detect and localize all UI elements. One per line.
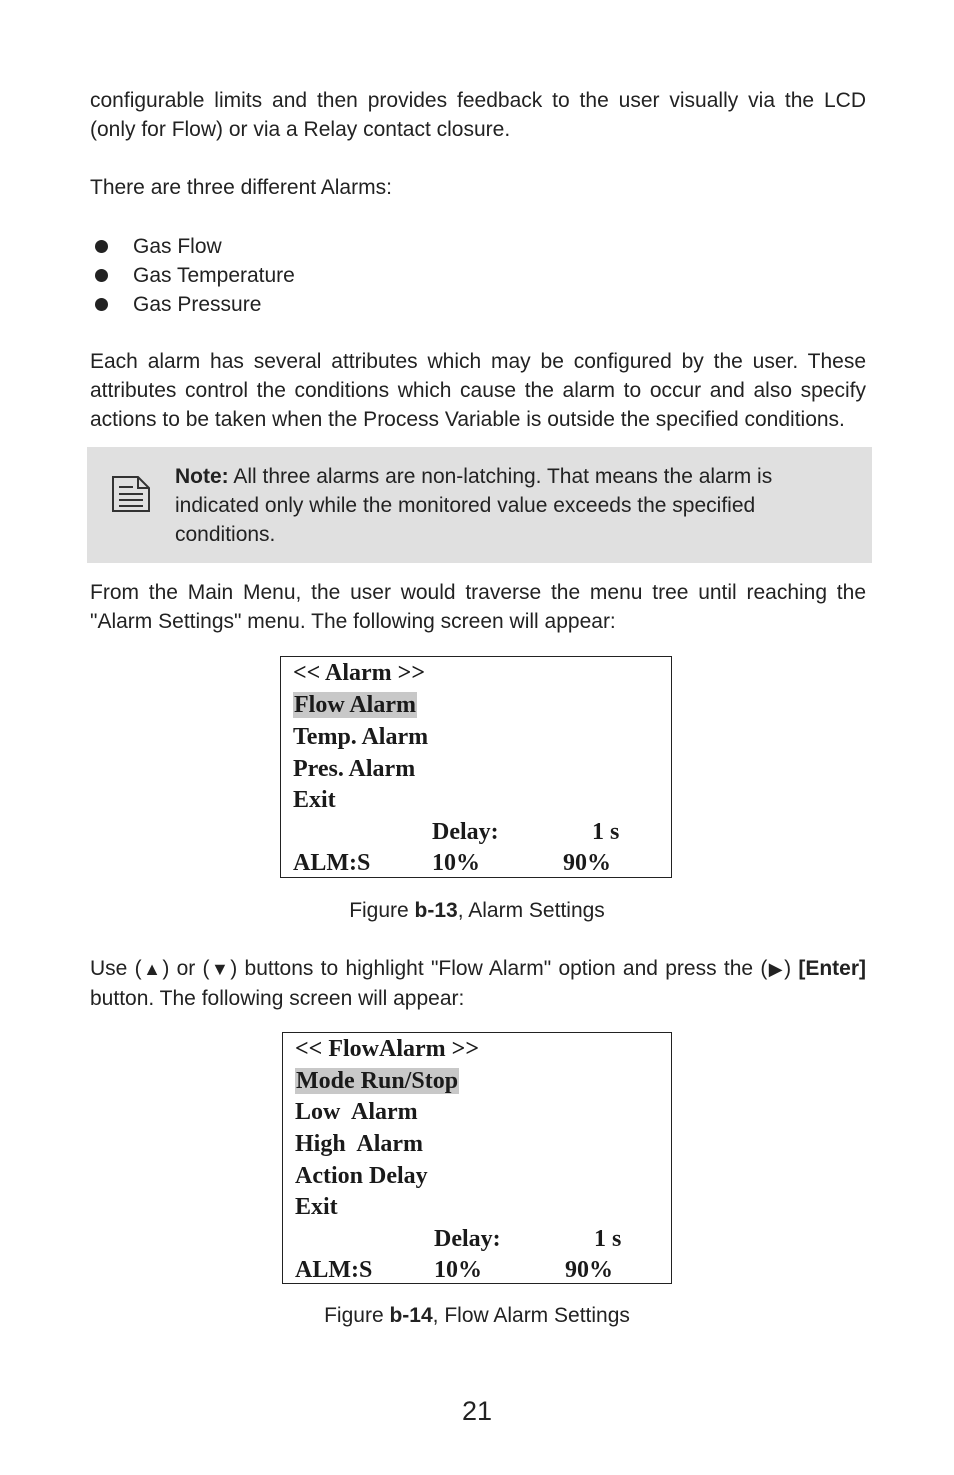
lcd-delay-value: 1 s — [594, 1226, 622, 1252]
right-arrow-icon: ▶ — [767, 959, 785, 979]
lcd-menu-item-high-alarm: High Alarm — [295, 1131, 424, 1157]
figure-b13-caption — [0, 896, 954, 925]
list-item — [90, 290, 295, 319]
lcd-delay-label: Delay: — [432, 819, 499, 845]
note-box — [87, 447, 872, 563]
note-document-icon — [111, 475, 151, 513]
bullet-icon — [95, 240, 108, 253]
alarm-type-list — [90, 232, 295, 319]
up-arrow-icon: ▲ — [141, 959, 163, 979]
lcd-title: << FlowAlarm >> — [295, 1036, 480, 1062]
lcd-menu-item-exit: Exit — [293, 787, 336, 813]
caption-suffix: , Alarm Settings — [457, 899, 605, 922]
list-item — [90, 232, 295, 261]
lcd-menu-item-temp-alarm: Temp. Alarm — [293, 724, 429, 750]
lcd-menu-item-flow-alarm — [293, 690, 417, 721]
page-number: 21 — [461, 1396, 493, 1426]
instr-text: ) or ( — [162, 957, 210, 980]
lcd-highlighted-item: Flow Alarm — [294, 692, 416, 718]
intro-continuation: configurable limits and then provides feedback to the user visually via the LCD (only for Flow) or via a Relay contact closure. — [90, 89, 866, 141]
bullet-icon — [95, 269, 108, 282]
list-item-label: Gas Flow — [133, 235, 222, 258]
instr-text: button. The following screen will appear: — [90, 987, 465, 1010]
caption-suffix: , Flow Alarm Settings — [432, 1304, 630, 1327]
lcd-high-value: 90% — [563, 850, 611, 876]
lcd-menu-item-pres-alarm: Pres. Alarm — [293, 756, 416, 782]
instr-text: ) — [784, 957, 799, 980]
caption-prefix: Figure — [349, 899, 415, 922]
lcd-title: << Alarm >> — [293, 660, 426, 686]
note-label: Note: — [175, 465, 229, 488]
caption-prefix: Figure — [324, 1304, 390, 1327]
attributes-paragraph: Each alarm has several attributes which may be configured by the user. These attributes control the conditions which cause the alarm to occur and also specify actions to be taken when the Process Variable is outside the specified conditions. — [90, 350, 866, 431]
lcd-low-value: 10% — [434, 1257, 482, 1283]
lcd-menu-item-mode-run-stop — [295, 1066, 459, 1097]
alarm-settings-lcd — [280, 656, 672, 878]
instructions-paragraph — [90, 954, 866, 1013]
figure-b14-caption — [0, 1301, 954, 1330]
lcd-menu-item-exit: Exit — [295, 1194, 338, 1220]
list-item-label: Gas Pressure — [133, 293, 262, 316]
lcd-low-value: 10% — [432, 850, 480, 876]
lcd-high-value: 90% — [565, 1257, 613, 1283]
caption-number: b-13 — [414, 899, 458, 922]
list-item — [90, 261, 295, 290]
enter-key-label: [Enter] — [798, 957, 867, 980]
instr-text: ) buttons to highlight "Flow Alarm" option and press the ( — [230, 957, 768, 980]
list-item-label: Gas Temperature — [133, 264, 295, 287]
instr-text: Use ( — [90, 957, 142, 980]
flow-alarm-settings-lcd — [282, 1032, 672, 1284]
lcd-highlighted-item: Mode Run/Stop — [296, 1068, 459, 1094]
caption-number: b-14 — [389, 1304, 433, 1327]
down-arrow-icon: ▼ — [209, 959, 231, 979]
lcd-alm-label: ALM:S — [295, 1257, 373, 1283]
three-alarms-text: There are three different Alarms: — [90, 176, 392, 199]
note-body: All three alarms are non-latching. That means the alarm is indicated only while the monitored value exceeds the specified conditions. — [175, 465, 773, 546]
lcd-delay-value: 1 s — [592, 819, 620, 845]
bullet-icon — [95, 298, 108, 311]
lcd-menu-item-action-delay: Action Delay — [295, 1163, 428, 1189]
lcd-alm-label: ALM:S — [293, 850, 371, 876]
lcd-delay-label: Delay: — [434, 1226, 501, 1252]
lcd-menu-item-low-alarm: Low Alarm — [295, 1099, 418, 1125]
note-text — [175, 462, 815, 549]
main-menu-paragraph: From the Main Menu, the user would traverse the menu tree until reaching the "Alarm Settings" menu. The following screen will appear: — [90, 581, 866, 633]
